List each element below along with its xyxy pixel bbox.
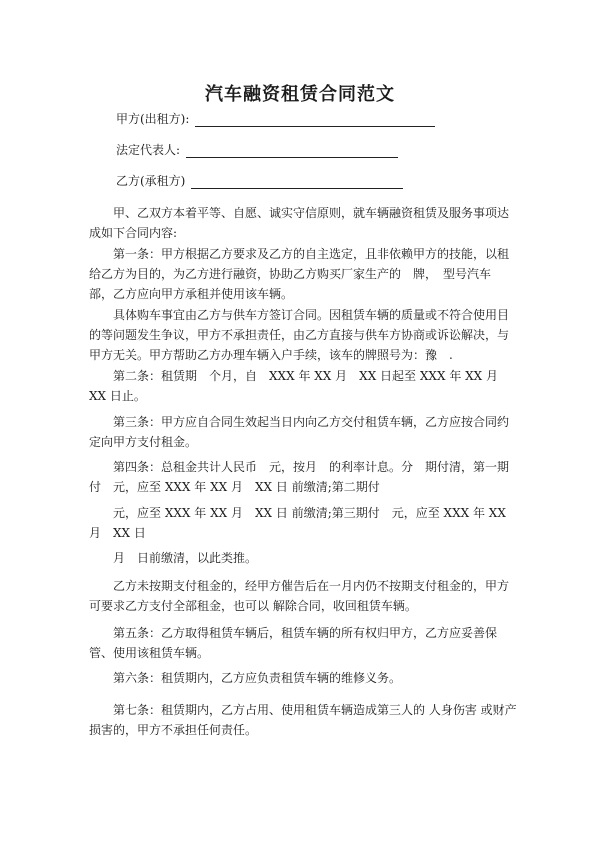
paragraph-article-5: 第五条：乙方取得租赁车辆后，租赁车辆的所有权归甲方，乙方应妥善保管、使用该租赁车辆。 bbox=[89, 626, 498, 660]
paragraph-late-payment: 乙方未按期支付租金的，经甲方催告后在一月内仍不按期支付租金的，甲方可要求乙方支付全部租金，也可以 解除合同，收回租赁车辆。 bbox=[89, 579, 510, 613]
legal-rep-label: 法定代表人: bbox=[116, 143, 181, 157]
paragraph-article-4: 第四条：总租金共计人民币 元，按月 的利率计息。分 期付清，第一期付 元，应至 XXX 年 XX 月 XX 日 前缴清;第二期付 bbox=[89, 460, 510, 494]
paragraph-installment-2: 元，应至 XXX 年 XX 月 XX 日 前缴清;第三期付 元，应至 XXX 年 XX 月 XX 日 bbox=[89, 506, 506, 540]
party-a-label: 甲方(出租方): bbox=[116, 112, 190, 126]
document-title: 汽车融资租赁合同范文 bbox=[205, 84, 395, 105]
paragraph-article-6: 第六条：租赁期内，乙方应负责租赁车辆的维修义务。 bbox=[113, 671, 402, 685]
party-b-field bbox=[116, 172, 403, 189]
party-a-blank-line bbox=[195, 113, 435, 127]
paragraph-preamble: 甲、乙双方本着平等、自愿、诚实守信原则，就车辆融资租赁及服务事项达成如下合同内容: bbox=[89, 206, 510, 240]
party-b-label: 乙方(承租方) bbox=[116, 174, 186, 188]
paragraph-installment-rest: 月 日前缴清，以此类推。 bbox=[113, 551, 258, 565]
legal-rep-field bbox=[116, 141, 398, 158]
paragraph-article-7: 第七条：租赁期内，乙方占用、使用租赁车辆造成第三人的 人身伤害 或财产损害的，甲方不承担任何责任。 bbox=[89, 703, 517, 737]
paragraph-article-2: 第二条：租赁期 个月，自 XXX 年 XX 月 XX 日起至 XXX 年 XX 月 XX 日止。 bbox=[89, 369, 511, 403]
party-a-field bbox=[116, 110, 435, 127]
party-b-blank-line bbox=[191, 175, 403, 189]
legal-rep-blank-line bbox=[186, 144, 398, 158]
paragraph-article-1: 第一条：甲方根据乙方要求及乙方的自主选定，且非依赖甲方的技能，以租给乙方为目的，为乙方进行融资，协助乙方购买厂家生产的 牌， 型号汽车 部，乙方应向甲方承租并使用该车辆。 bbox=[89, 247, 510, 301]
paragraph-purchase: 具体购车事宜由乙方与供车方签订合同。因租赁车辆的质量或不符合使用目的等问题发生争议，甲方不承担责任，由乙方直接与供车方协商或诉讼解决，与甲方无关。甲方帮助乙方办理车辆入户手续，该车的牌照号为：豫 . bbox=[89, 308, 510, 362]
paragraph-article-3: 第三条：甲方应自合同生效起当日内向乙方交付租赁车辆，乙方应按合同约定向甲方支付租金。 bbox=[89, 415, 510, 449]
